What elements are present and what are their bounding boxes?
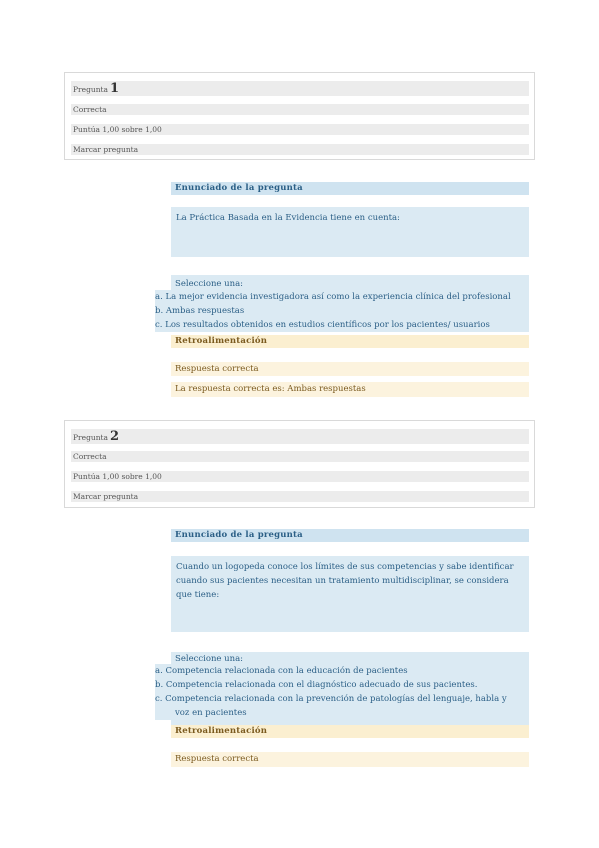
- option-b[interactable]: b. Ambas respuestas: [155, 306, 245, 316]
- question-1-score: Puntúa 1,00 sobre 1,00: [71, 124, 529, 135]
- question-2-score: Puntúa 1,00 sobre 1,00: [71, 471, 529, 482]
- question-label: Pregunta: [73, 85, 109, 94]
- question-1-feedback: [171, 335, 529, 397]
- option-a[interactable]: a. La mejor evidencia investigadora así como la experiencia clínica del profesional: [155, 292, 511, 302]
- question-2-status: Correcta: [71, 451, 529, 462]
- question-1-options-list: [155, 290, 529, 332]
- question-1-info: [64, 72, 535, 160]
- statement-header: Enunciado de la pregunta: [171, 529, 529, 542]
- question-1-text: La Práctica Basada en la Evidencia tiene en cuenta:: [176, 213, 400, 223]
- select-label: Seleccione una:: [175, 654, 244, 664]
- question-number: 1: [110, 81, 120, 96]
- question-number: 2: [110, 429, 120, 444]
- feedback-header: Retroalimentación: [171, 335, 529, 348]
- question-2-options-list: [155, 664, 529, 720]
- question-2-feedback: [171, 725, 529, 767]
- question-2-info: [64, 420, 535, 508]
- question-2-title: [71, 429, 529, 444]
- option-b[interactable]: b. Competencia relacionada con el diagnóstico adecuado de sus pacientes.: [155, 680, 478, 690]
- question-1-status: Correcta: [71, 104, 529, 115]
- option-c-continued: voz en pacientes: [175, 708, 247, 718]
- feedback-result: Respuesta correcta: [175, 754, 259, 764]
- question-2-text: Cuando un logopeda conoce los límites de sus competencias y sabe identificar cuando sus pacientes necesitan un tratamiento multidisciplinar, se considera que tiene:: [176, 562, 514, 600]
- question-1-title: [71, 81, 529, 96]
- feedback-result: Respuesta correcta: [175, 364, 259, 374]
- option-a[interactable]: a. Competencia relacionada con la educación de pacientes: [155, 666, 408, 676]
- feedback-correct-answer: La respuesta correcta es: Ambas respuestas: [175, 384, 366, 394]
- question-1-flag-link[interactable]: Marcar pregunta: [71, 144, 529, 155]
- feedback-header: Retroalimentación: [171, 725, 529, 738]
- statement-header: Enunciado de la pregunta: [171, 182, 529, 195]
- option-c[interactable]: c. Competencia relacionada con la prevención de patologías del lenguaje, habla y: [155, 694, 507, 704]
- question-2-flag-link[interactable]: Marcar pregunta: [71, 491, 529, 502]
- question-label: Pregunta: [73, 433, 109, 442]
- option-c[interactable]: c. Los resultados obtenidos en estudios científicos por los pacientes/ usuarios: [155, 320, 490, 330]
- select-label: Seleccione una:: [175, 279, 244, 289]
